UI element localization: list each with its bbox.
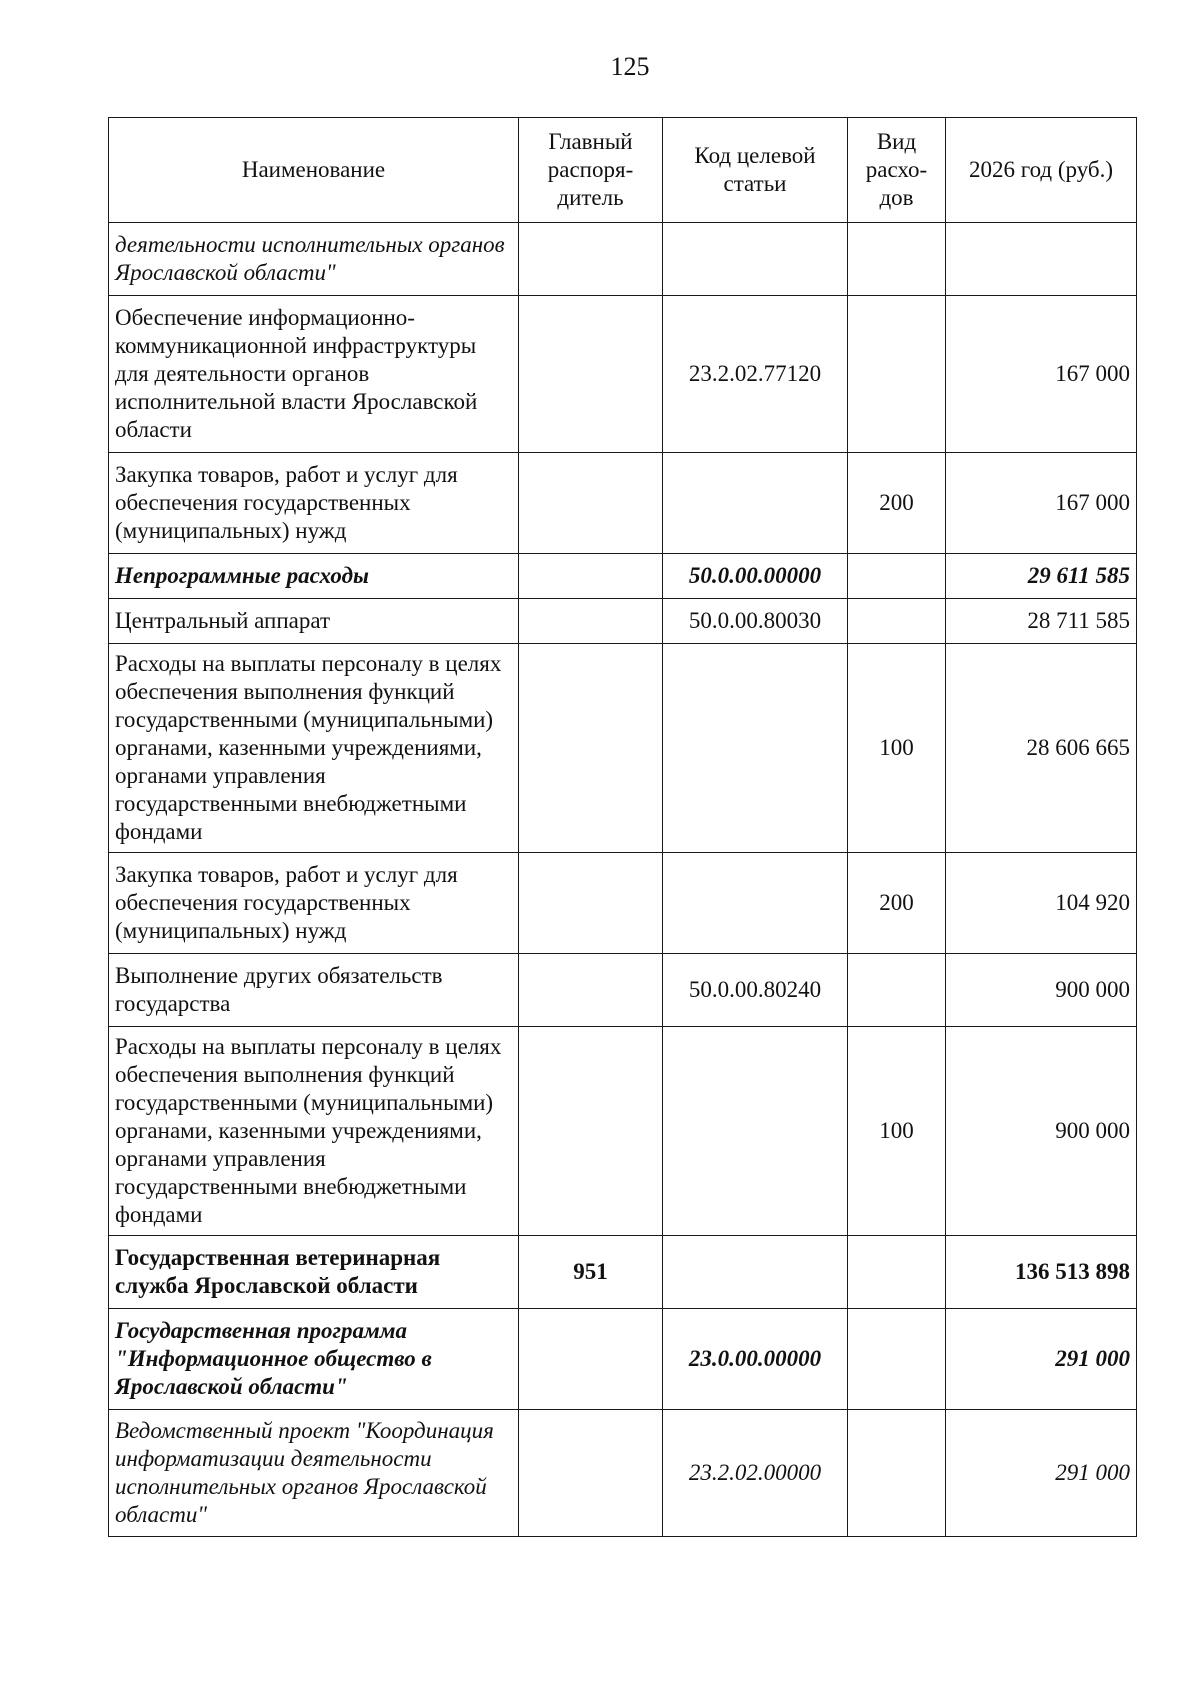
table-row [109, 853, 1137, 954]
cell-type [848, 1236, 946, 1309]
cell-sum: 104 920 [946, 853, 1137, 954]
cell-sum: 28 711 585 [946, 599, 1137, 644]
cell-sum: 167 000 [946, 296, 1137, 453]
cell-manager [519, 1027, 663, 1236]
cell-code [663, 1027, 848, 1236]
cell-code: 50.0.00.80240 [663, 954, 848, 1027]
cell-sum: 29 611 585 [946, 554, 1137, 599]
cell-name: Выполнение других обязательств государства [109, 954, 519, 1027]
cell-code [663, 853, 848, 954]
cell-sum: 28 606 665 [946, 644, 1137, 853]
cell-code [663, 644, 848, 853]
cell-type: 200 [848, 853, 946, 954]
cell-code: 23.2.02.77120 [663, 296, 848, 453]
cell-code: 50.0.00.80030 [663, 599, 848, 644]
page-number: 125 [610, 52, 650, 81]
cell-sum: 291 000 [946, 1309, 1137, 1410]
cell-manager: 951 [519, 1236, 663, 1309]
cell-name: Государственная ветеринарная служба Ярославской области [109, 1236, 519, 1309]
cell-sum: 167 000 [946, 453, 1137, 554]
cell-sum: 900 000 [946, 954, 1137, 1027]
table-row [109, 1309, 1137, 1410]
budget-table [108, 117, 1137, 1537]
table-row [109, 1410, 1137, 1537]
cell-type [848, 223, 946, 296]
cell-manager [519, 223, 663, 296]
cell-name: Закупка товаров, работ и услуг для обеспечения государственных (муниципальных) нужд [109, 853, 519, 954]
cell-type [848, 954, 946, 1027]
table-header-row [109, 118, 1137, 223]
cell-name: деятельности исполнительных органов Ярославской области" [109, 223, 519, 296]
cell-code [663, 223, 848, 296]
cell-name: Расходы на выплаты персоналу в целях обеспечения выполнения функций государственными (муниципальными) органами, казенными учреждениями, органами управления государственными внебюджетными фондами [109, 644, 519, 853]
cell-manager [519, 1309, 663, 1410]
cell-type [848, 599, 946, 644]
cell-manager [519, 296, 663, 453]
header-manager: Главный распоря-дитель [519, 118, 663, 223]
header-type: Вид расхо-дов [848, 118, 946, 223]
table-row [109, 1236, 1137, 1309]
table-row [109, 223, 1137, 296]
table-row [109, 453, 1137, 554]
table-row [109, 554, 1137, 599]
cell-type [848, 1410, 946, 1537]
cell-manager [519, 453, 663, 554]
cell-manager [519, 554, 663, 599]
cell-manager [519, 853, 663, 954]
cell-type: 100 [848, 644, 946, 853]
cell-code [663, 453, 848, 554]
table-row [109, 1027, 1137, 1236]
cell-type: 200 [848, 453, 946, 554]
cell-manager [519, 644, 663, 853]
cell-name: Обеспечение информационно-коммуникационной инфраструктуры для деятельности органов исполнительной власти Ярославской области [109, 296, 519, 453]
cell-name: Ведомственный проект "Координация информатизации деятельности исполнительных органов Ярославской области" [109, 1410, 519, 1537]
cell-manager [519, 599, 663, 644]
header-name: Наименование [109, 118, 519, 223]
cell-sum [946, 223, 1137, 296]
cell-code: 50.0.00.00000 [663, 554, 848, 599]
header-code: Код целевой статьи [663, 118, 848, 223]
table-row [109, 644, 1137, 853]
cell-code: 23.2.02.00000 [663, 1410, 848, 1537]
header-sum: 2026 год (руб.) [946, 118, 1137, 223]
table-row [109, 599, 1137, 644]
cell-type [848, 296, 946, 453]
cell-name: Центральный аппарат [109, 599, 519, 644]
cell-manager [519, 954, 663, 1027]
cell-sum: 291 000 [946, 1410, 1137, 1537]
cell-code: 23.0.00.00000 [663, 1309, 848, 1410]
cell-name: Непрограммные расходы [109, 554, 519, 599]
cell-sum: 136 513 898 [946, 1236, 1137, 1309]
table-row [109, 296, 1137, 453]
cell-manager [519, 1410, 663, 1537]
cell-name: Закупка товаров, работ и услуг для обеспечения государственных (муниципальных) нужд [109, 453, 519, 554]
cell-type [848, 554, 946, 599]
cell-type: 100 [848, 1027, 946, 1236]
cell-code [663, 1236, 848, 1309]
cell-sum: 900 000 [946, 1027, 1137, 1236]
cell-name: Расходы на выплаты персоналу в целях обеспечения выполнения функций государственными (муниципальными) органами, казенными учреждениями, органами управления государственными внебюджетными фондами [109, 1027, 519, 1236]
table-row [109, 954, 1137, 1027]
cell-name: Государственная программа "Информационное общество в Ярославской области" [109, 1309, 519, 1410]
cell-type [848, 1309, 946, 1410]
